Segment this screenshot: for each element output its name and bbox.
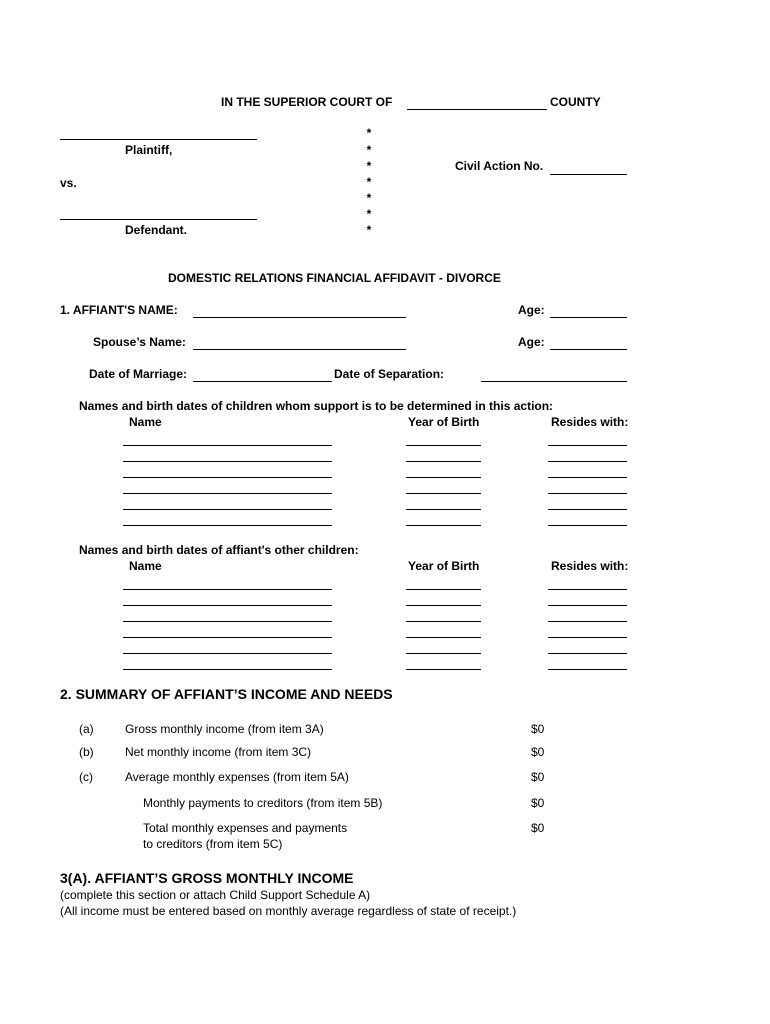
section3-note: (All income must be entered based on monthly average regardless of state of receipt.) (60, 904, 517, 918)
child-year-field[interactable] (406, 509, 481, 510)
other-children-heading: Names and birth dates of affiant's other children: (79, 543, 359, 557)
child-year-field[interactable] (406, 477, 481, 478)
spouse-age-field[interactable] (550, 349, 627, 350)
item-label: Net monthly income (from item 3C) (125, 745, 312, 759)
other-child-resides-field[interactable] (548, 589, 627, 590)
affiant-age-field[interactable] (550, 317, 627, 318)
plaintiff-label: Plaintiff, (125, 143, 173, 157)
spouse-age-label: Age: (518, 335, 545, 349)
col-resides: Resides with: (551, 559, 629, 573)
other-child-year-field[interactable] (406, 605, 481, 606)
item-letter: (b) (79, 745, 94, 759)
other-child-resides-field[interactable] (548, 669, 627, 670)
child-name-field[interactable] (123, 493, 332, 494)
affiant-age-label: Age: (518, 303, 545, 317)
document-title: DOMESTIC RELATIONS FINANCIAL AFFIDAVIT - DIVORCE (168, 271, 501, 285)
child-resides-field[interactable] (548, 477, 627, 478)
children-heading: Names and birth dates of children whom support is to be determined in this action: (79, 399, 554, 413)
defendant-name-field[interactable] (60, 219, 257, 220)
sub-item-label: Monthly payments to creditors (from item 5B) (143, 796, 383, 810)
child-resides-field[interactable] (548, 509, 627, 510)
other-child-resides-field[interactable] (548, 605, 627, 606)
child-name-field[interactable] (123, 509, 332, 510)
child-year-field[interactable] (406, 525, 481, 526)
separator-star: * (366, 175, 372, 189)
col-year: Year of Birth (408, 559, 480, 573)
section2-heading: 2. SUMMARY OF AFFIANT’S INCOME AND NEEDS (60, 686, 393, 702)
other-child-name-field[interactable] (123, 669, 332, 670)
other-child-name-field[interactable] (123, 605, 332, 606)
item-letter: (c) (79, 770, 93, 784)
county-field[interactable] (407, 109, 547, 110)
other-child-resides-field[interactable] (548, 653, 627, 654)
item-value: $0 (531, 770, 545, 784)
separator-star: * (366, 223, 372, 237)
item-label: Gross monthly income (from item 3A) (125, 722, 324, 736)
other-child-year-field[interactable] (406, 589, 481, 590)
sub-item-label: Total monthly expenses and payments (143, 821, 348, 835)
other-child-resides-field[interactable] (548, 637, 627, 638)
child-year-field[interactable] (406, 445, 481, 446)
other-child-name-field[interactable] (123, 637, 332, 638)
separator-star: * (366, 207, 372, 221)
other-child-year-field[interactable] (406, 653, 481, 654)
item-letter: (a) (79, 722, 94, 736)
date-of-marriage-label: Date of Marriage: (89, 367, 188, 381)
affiant-name-field[interactable] (193, 317, 406, 318)
affiant-name-label: 1. AFFIANT'S NAME: (60, 303, 178, 317)
item-value: $0 (531, 745, 545, 759)
child-year-field[interactable] (406, 493, 481, 494)
section3-note: (complete this section or attach Child Support Schedule A) (60, 888, 371, 902)
child-name-field[interactable] (123, 461, 332, 462)
col-resides: Resides with: (551, 415, 629, 429)
other-child-name-field[interactable] (123, 621, 332, 622)
county-label: COUNTY (550, 95, 601, 109)
court-prefix: IN THE SUPERIOR COURT OF (221, 95, 393, 109)
child-name-field[interactable] (123, 445, 332, 446)
child-name-field[interactable] (123, 525, 332, 526)
other-child-year-field[interactable] (406, 637, 481, 638)
col-year: Year of Birth (408, 415, 480, 429)
sub-item-label-line2: to creditors (from item 5C) (143, 837, 283, 851)
separator-star: * (366, 159, 372, 173)
separator-star: * (366, 126, 372, 140)
item-label: Average monthly expenses (from item 5A) (125, 770, 349, 784)
child-resides-field[interactable] (548, 461, 627, 462)
item-value: $0 (531, 722, 545, 736)
col-name: Name (129, 415, 162, 429)
date-of-separation-field[interactable] (481, 381, 627, 382)
child-resides-field[interactable] (548, 525, 627, 526)
civil-action-field[interactable] (550, 174, 627, 175)
section3-heading: 3(A). AFFIANT’S GROSS MONTHLY INCOME (60, 870, 354, 886)
vs-label: vs. (60, 176, 77, 190)
other-child-year-field[interactable] (406, 621, 481, 622)
other-child-year-field[interactable] (406, 669, 481, 670)
other-child-resides-field[interactable] (548, 621, 627, 622)
child-year-field[interactable] (406, 461, 481, 462)
sub-item-value: $0 (531, 796, 545, 810)
date-of-marriage-field[interactable] (193, 381, 332, 382)
other-child-name-field[interactable] (123, 653, 332, 654)
date-of-separation-label: Date of Separation: (334, 367, 445, 381)
sub-item-value: $0 (531, 821, 545, 835)
civil-action-label: Civil Action No. (455, 159, 544, 173)
spouse-name-field[interactable] (193, 349, 406, 350)
other-child-name-field[interactable] (123, 589, 332, 590)
separator-star: * (366, 191, 372, 205)
separator-star: * (366, 143, 372, 157)
col-name: Name (129, 559, 162, 573)
spouse-name-label: Spouse’s Name: (93, 335, 186, 349)
plaintiff-name-field[interactable] (60, 139, 257, 140)
child-name-field[interactable] (123, 477, 332, 478)
defendant-label: Defendant. (125, 223, 188, 237)
child-resides-field[interactable] (548, 445, 627, 446)
child-resides-field[interactable] (548, 493, 627, 494)
